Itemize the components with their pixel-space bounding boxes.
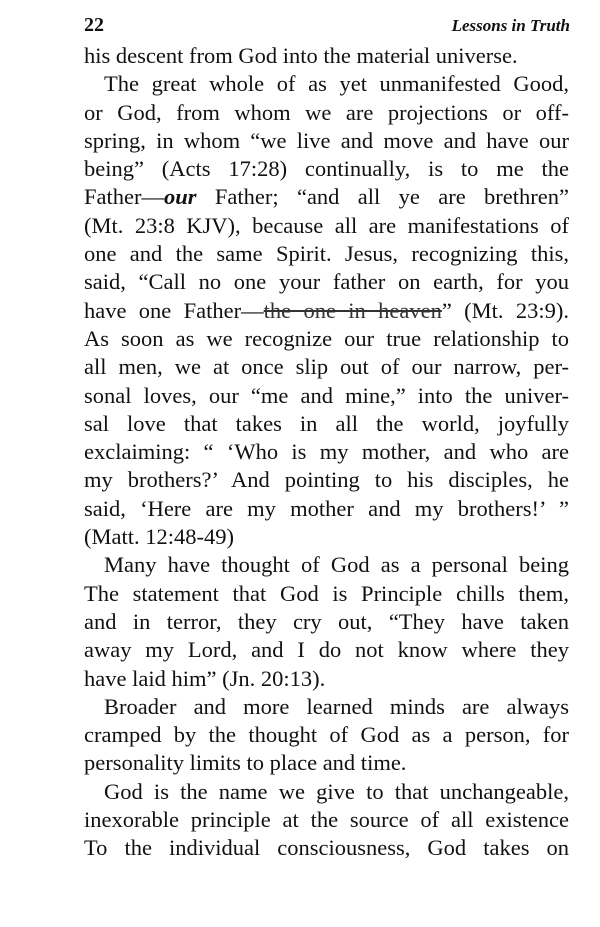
text-run: The statement that God is Principle chills them, — [84, 580, 569, 606]
text-run: inexorable principle at the source of all existence — [84, 807, 569, 833]
text-run: God is the name we give to that unchangeable, — [104, 778, 569, 804]
text-run: exclaiming: “ ‘Who is my mother, and who are — [84, 439, 569, 465]
text-run: (Matt. 12:48-49) — [84, 524, 234, 550]
text-line — [84, 183, 569, 211]
text-run: one and the same Spirit. Jesus, recognizing this, — [84, 241, 569, 267]
text-line — [84, 410, 569, 438]
text-run: To the individual consciousness, God takes on — [84, 835, 569, 861]
text-line — [84, 438, 569, 466]
text-line — [84, 240, 569, 268]
text-run: all men, we at once slip out of our narrow, per- — [84, 354, 569, 380]
struck-text: the one in heaven — [263, 297, 442, 323]
text-line — [84, 382, 569, 410]
text-run: Father; “and all ye are brethren” — [196, 184, 569, 210]
text-run: sonal loves, our “me and mine,” into the univer- — [84, 382, 569, 408]
text-line — [84, 693, 569, 721]
text-line — [84, 466, 569, 494]
text-run: The great whole of as yet unmanifested Good, — [104, 71, 569, 97]
text-line — [84, 778, 569, 806]
italic-text: our — [163, 184, 197, 210]
text-line — [84, 834, 569, 862]
text-line — [84, 127, 569, 155]
text-run: away my Lord, and I do not know where they — [84, 637, 569, 663]
text-run: being” (Acts 17:28) continually, is to me the — [84, 156, 569, 182]
running-header — [84, 8, 570, 36]
text-line — [84, 523, 569, 551]
text-line — [84, 42, 569, 70]
text-run: Broader and more learned minds are always — [104, 693, 569, 719]
text-line — [84, 325, 569, 353]
text-run: (Mt. 23:8 KJV), because all are manifestations of — [84, 212, 569, 238]
text-line — [84, 99, 569, 127]
text-run: Father— — [84, 184, 164, 210]
text-line — [84, 749, 569, 777]
text-run: have one Father— — [84, 297, 264, 323]
text-run: ” (Mt. 23:9). — [441, 297, 570, 323]
text-line — [84, 665, 569, 693]
text-run: said, ‘Here are my mother and my brothers!’ ” — [84, 495, 569, 521]
text-run: cramped by the thought of God as a person, for — [84, 722, 569, 748]
text-line — [84, 212, 569, 240]
text-run: personality limits to place and time. — [84, 750, 407, 776]
text-line — [84, 551, 569, 579]
text-run: my brothers?’ And pointing to his disciples, he — [84, 467, 569, 493]
text-run: Many have thought of God as a personal being — [104, 552, 569, 578]
text-run: and in terror, they cry out, “They have taken — [84, 608, 569, 634]
text-line — [84, 806, 569, 834]
text-run: have laid him” (Jn. 20:13). — [84, 665, 326, 691]
running-title: Lessons in Truth — [451, 16, 570, 35]
text-run: his descent from God into the material universe. — [84, 43, 518, 68]
text-run: As soon as we recognize our true relationship to — [84, 325, 569, 351]
page-body-text — [84, 42, 569, 863]
text-line — [84, 495, 569, 523]
text-line — [84, 353, 569, 381]
page-number: 22 — [84, 14, 104, 36]
text-run: spring, in whom “we live and move and have our — [84, 127, 569, 153]
text-line — [84, 608, 569, 636]
text-line — [84, 297, 569, 325]
text-run: said, “Call no one your father on earth, for you — [84, 269, 569, 295]
text-line — [84, 268, 569, 296]
text-run: sal love that takes in all the world, joyfully — [84, 410, 569, 436]
text-line — [84, 155, 569, 183]
text-line — [84, 721, 569, 749]
text-run: or God, from whom we are projections or off- — [84, 99, 569, 125]
text-line — [84, 70, 569, 98]
text-line — [84, 636, 569, 664]
text-line — [84, 580, 569, 608]
